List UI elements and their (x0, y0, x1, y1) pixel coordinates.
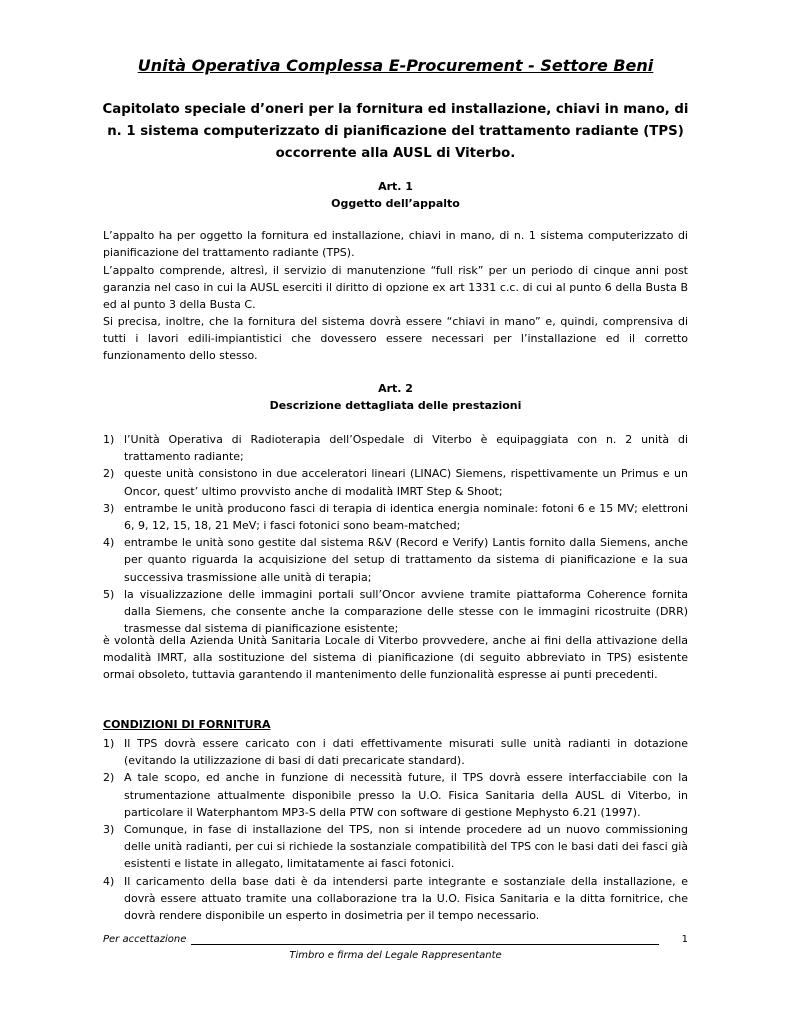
art2-list (103, 431, 688, 637)
list-item-number: 1) (103, 737, 115, 750)
art1-title: Oggetto dell’appalto (331, 197, 460, 210)
list-item-number: 1) (103, 433, 115, 446)
list-item-number: 3) (103, 823, 115, 837)
list-item (103, 586, 688, 638)
list-item (103, 769, 688, 821)
list-item (103, 735, 688, 769)
list-item (103, 431, 688, 465)
list-item (103, 534, 688, 586)
list-item-text: entrambe le unità sono gestite dal sistema R&V (Record e Verify) Lantis fornito dalla Siemens, anche per quanto riguarda la acquisizione del setup di trattamento da sistema di pianificazione e la sua successiva trasmissione alle unità di terapia; (124, 536, 688, 584)
list-item (103, 465, 688, 499)
list-item-text: A tale scopo, ed anche in funzione di necessità future, il TPS dovrà essere interfacciabile con la strumentazione attualmente disponibile presso la U.O. Fisica Sanitaria della AUSL di Viterbo, in particolare il Waterphantom MP3-S della PTW con software di gestione Mephysto 6.21 (1997). (124, 771, 688, 819)
list-item-text: la visualizzazione delle immagini portali sull’Oncor avviene tramite piattaforma Coherence fornita dalla Siemens, che consente anche la comparazione delle stesse con le immagini ricostruite (DRR) trasmesse dal sistema di pianificazione esistente; (124, 587, 688, 636)
list-item-number: 2) (103, 467, 115, 481)
list-item (103, 873, 688, 925)
page-header-title: Unità Operativa Complessa E-Procurement - Settore Beni (137, 56, 654, 75)
footer-signature-caption: Timbro e firma del Legale Rappresentante (289, 950, 502, 961)
art2-title: Descrizione dettagliata delle prestazioni (269, 399, 522, 412)
list-item-number: 5) (103, 587, 115, 601)
list-item-text: queste unità consistono in due acceleratori lineari (LINAC) Siemens, rispettivamente un Primus e un Oncor, quest’ ultimo provvisto anche di modalità IMRT Step & Shoot; (124, 467, 688, 498)
conditions-list (103, 735, 688, 924)
footer-acceptance-label: Per accettazione (103, 934, 187, 945)
list-item-text: Il TPS dovrà essere caricato con i dati effettivamente misurati sulle unità radianti in dotazione (evitando la utilizzazione di basi di dati precaricate standard). (124, 737, 688, 768)
signature-line (191, 944, 659, 945)
page-number: 1 (681, 934, 688, 945)
art1-paragraph-1: L’appalto ha per oggetto la fornitura ed installazione, chiavi in mano, di n. 1 sistema computerizzato di pianificazione del trattamento radiante (TPS). (103, 229, 688, 260)
list-item-text: Il caricamento della base dati è da intendersi parte integrante e sostanziale della installazione, e dovrà essere attuato tramite una collaborazione tra la U.O. Fisica Sanitaria e la ditta fornitrice, che dovrà rendere disponibile un esperto in dosimetria per il tempo necessario. (124, 874, 688, 923)
art1-paragraph-3: Si precisa, inoltre, che la fornitura del sistema dovrà essere “chiavi in mano” e, quindi, comprensiva di tutti i lavori edili-impiantistici che dovessero essere necessari per l’installazione ed il corretto funzionamento dello stesso. (103, 315, 688, 363)
art2-number: Art. 2 (378, 382, 413, 395)
list-item-number: 4) (103, 874, 115, 888)
list-item-number: 2) (103, 771, 115, 785)
list-item-number: 3) (103, 501, 115, 515)
art1-paragraph-2: L’appalto comprende, altresì, il servizio di manutenzione “full risk” per un periodo di cinque anni post garanzia nel caso in cui la AUSL eserciti il diritto di opzione ex art 1331 c.c. di cui al punto 6 della Busta B ed al punto 3 della Busta C. (103, 264, 688, 312)
list-item-text: entrambe le unità producono fasci di terapia di identica energia nominale: fotoni 6 e 15 MV; elettroni 6, 9, 12, 15, 18, 21 MeV; i fasci fotonici sono beam-matched; (124, 501, 688, 533)
list-item-text: l’Unità Operativa di Radioterapia dell’Ospedale di Viterbo è equipaggiata con n. 2 unità di trattamento radiante; (124, 433, 688, 464)
list-item-number: 4) (103, 536, 115, 550)
document-subtitle: Capitolato speciale d’oneri per la fornitura ed installazione, chiavi in mano, di n. 1 sistema computerizzato di pianificazione del trattamento radiante (TPS) occorrente alla AUSL di Viterbo. (102, 102, 689, 161)
list-item-text: Comunque, in fase di installazione del TPS, non si intende procedere ad un nuovo commissioning delle unità radianti, per cui si richiede la sostanziale compatibilità del TPS con le basi dati dei fasci già esistenti e listate in allegato, limitatamente ai fasci fotonici. (124, 823, 688, 871)
art1-number: Art. 1 (378, 180, 413, 193)
art2-closing-paragraph: è volontà della Azienda Unità Sanitaria Locale di Viterbo provvedere, anche ai fini della attivazione della modalità IMRT, alla sostituzione del sistema di pianificazione (di seguito abbreviato in TPS) esistente ormai obsoleto, tuttavia garantendo il mantenimento delle funzionalità espresse ai punti precedenti. (103, 634, 688, 682)
list-item (103, 821, 688, 873)
conditions-heading: CONDIZIONI DI FORNITURA (103, 718, 271, 731)
list-item (103, 500, 688, 534)
